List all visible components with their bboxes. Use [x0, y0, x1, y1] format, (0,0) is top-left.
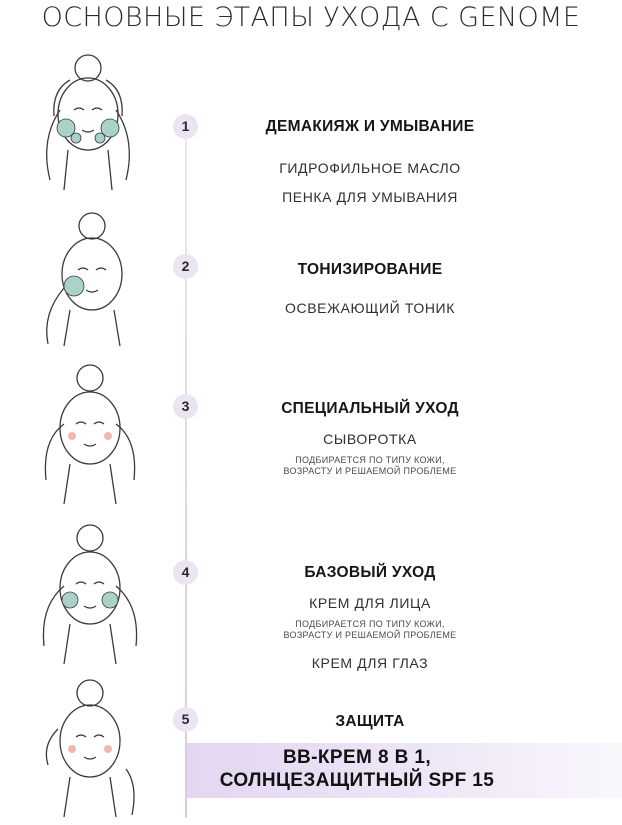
step-3-badge: 3	[173, 394, 198, 419]
face-protection-illustration	[30, 675, 150, 825]
page-title: ОСНОВНЫЕ ЭТАПЫ УХОДА С GENOME	[41, 2, 581, 33]
step-1-item-1: ГИДРОФИЛЬНОЕ МАСЛО	[279, 160, 461, 176]
step-5-badge: 5	[173, 707, 198, 732]
step-5-highlight-line-1: BB-КРЕМ 8 В 1,	[282, 747, 432, 768]
step-4-item-2: КРЕМ ДЛЯ ГЛАЗ	[311, 655, 429, 671]
step-4-item-1: КРЕМ ДЛЯ ЛИЦА	[309, 595, 431, 611]
step-4-note-line-1: ПОДБИРАЕТСЯ ПО ТИПУ КОЖИ,	[295, 619, 445, 629]
step-3-note-line-1: ПОДБИРАЕТСЯ ПО ТИПУ КОЖИ,	[295, 455, 445, 465]
step-2-title: ТОНИЗИРОВАНИЕ	[297, 261, 443, 278]
step-4-title: БАЗОВЫЙ УХОД	[304, 564, 436, 581]
face-serum-illustration	[30, 360, 150, 510]
face-toning-illustration	[30, 208, 150, 348]
step-1-title: ДЕМАКИЯЖ И УМЫВАНИЕ	[265, 118, 475, 135]
step-5-title: ЗАЩИТА	[335, 713, 405, 730]
step-3-item-1: СЫВОРОТКА	[323, 431, 417, 447]
step-2-badge: 2	[173, 254, 198, 279]
step-5-highlight-line-2: СОЛНЦЕЗАЩИТНЫЙ SPF 15	[219, 770, 495, 791]
step-4-badge: 4	[173, 560, 198, 585]
step-1-item-2: ПЕНКА ДЛЯ УМЫВАНИЯ	[282, 189, 458, 205]
step-3-note-line-2: ВОЗРАСТУ И РЕШАЕМОЙ ПРОБЛЕМЕ	[283, 466, 457, 476]
face-cream-illustration	[30, 520, 150, 670]
step-4-note-line-2: ВОЗРАСТУ И РЕШАЕМОЙ ПРОБЛЕМЕ	[283, 630, 457, 640]
step-1-badge: 1	[173, 114, 198, 139]
step-3-title: СПЕЦИАЛЬНЫЙ УХОД	[281, 400, 459, 417]
step-2-item-1: ОСВЕЖАЮЩИЙ ТОНИК	[285, 300, 455, 316]
step-5-highlight-text	[187, 746, 527, 792]
face-cleansing-illustration	[30, 50, 140, 195]
